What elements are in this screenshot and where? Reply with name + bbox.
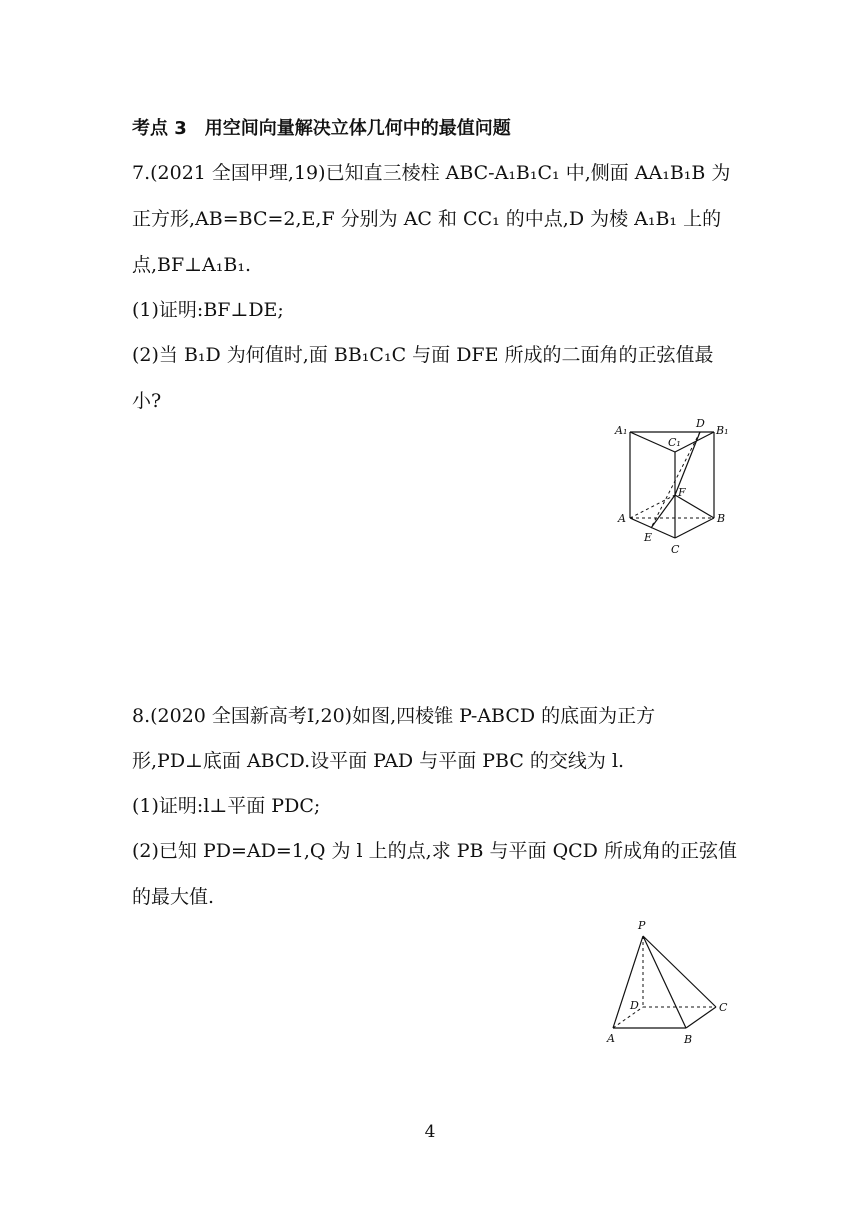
label-p: P — [638, 919, 646, 932]
label-b: B — [684, 1033, 693, 1046]
label-e: E — [644, 531, 653, 544]
q7-part-2-line-1: (2)当 B₁D 为何值时,面 BB₁C₁C 与面 DFE 所成的二面角的正弦值最 — [132, 344, 714, 366]
q7-line-3: 点,BF⊥A₁B₁. — [132, 254, 252, 276]
q8-pyramid-figure — [598, 914, 738, 1049]
label-d: D — [696, 417, 705, 430]
q8-line-2: 形,PD⊥底面 ABCD.设平面 PAD 与平面 PBC 的交线为 l. — [132, 750, 625, 772]
label-a: A — [618, 512, 626, 525]
q8-part-2-line-1: (2)已知 PD=AD=1,Q 为 l 上的点,求 PB 与平面 QCD 所成角的正弦值 — [132, 840, 737, 862]
section-heading: 考点 3 用空间向量解决立体几何中的最值问题 — [132, 118, 511, 139]
page-number: 4 — [424, 1122, 436, 1142]
q7-part-1: (1)证明:BF⊥DE; — [132, 299, 284, 321]
label-c: C — [671, 543, 680, 556]
q7-line-1: 7.(2021 全国甲理,19)已知直三棱柱 ABC-A₁B₁C₁ 中,侧面 AA₁B₁B 为 — [132, 162, 731, 184]
q7-prism-figure — [610, 410, 740, 565]
q8-part-2-line-2: 的最大值. — [132, 886, 215, 908]
q8-part-1: (1)证明:l⊥平面 PDC; — [132, 795, 321, 817]
label-f: F — [678, 486, 686, 499]
q8-line-1: 8.(2020 全国新高考Ⅰ,20)如图,四棱锥 P-ABCD 的底面为正方 — [132, 705, 656, 727]
label-a1: A₁ — [615, 424, 628, 437]
q7-line-2: 正方形,AB=BC=2,E,F 分别为 AC 和 CC₁ 的中点,D 为棱 A₁B₁ 上的 — [132, 208, 722, 230]
label-c1: C₁ — [668, 436, 681, 449]
label-d: D — [630, 999, 639, 1012]
label-c: C — [719, 1001, 728, 1014]
label-b: B — [717, 512, 726, 525]
label-a: A — [607, 1032, 615, 1045]
label-b1: B₁ — [716, 424, 729, 437]
q7-part-2-line-2: 小? — [132, 390, 162, 412]
